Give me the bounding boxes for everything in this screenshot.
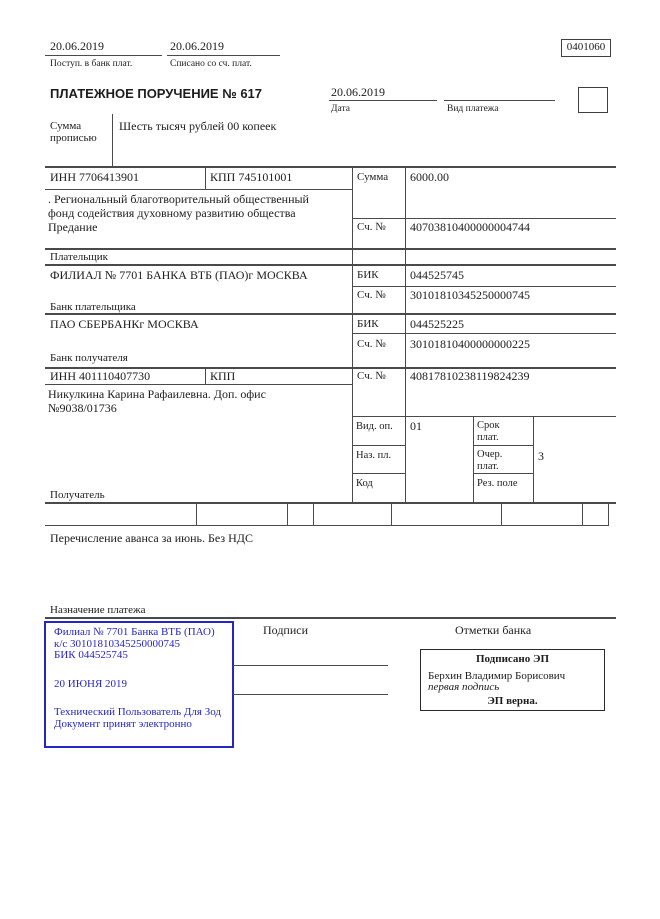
stamp-bank-name: Филиал № 7701 Банка ВТБ (ПАО) (54, 626, 215, 638)
payer-bank-account-label: Сч. № (357, 289, 386, 301)
reserve-field-label: Рез. поле (477, 478, 518, 489)
fields-row-divider-6 (582, 503, 583, 526)
received-date: 20.06.2019 (50, 39, 104, 53)
payer-bank-bik: 044525745 (410, 268, 464, 282)
beneficiary-inn-kpp-divider (205, 367, 206, 385)
fields-row-divider-5 (501, 503, 502, 526)
purpose-text: Перечисление аванса за июнь. Без НДС (50, 531, 253, 545)
signer-name: Берхин Владимир Борисович (428, 669, 566, 682)
document-title: ПЛАТЕЖНОЕ ПОРУЧЕНИЕ № 617 (50, 86, 263, 101)
purpose-section-line (45, 617, 616, 619)
received-date-label: Поступ. в банк плат. (50, 59, 133, 69)
signature-verified: ЭП верна. (487, 694, 538, 707)
minitable-row1-line-b (473, 445, 533, 446)
signed-title: Подписано ЭП (475, 653, 550, 665)
payer-cell-bottom-line (45, 248, 616, 250)
amount-words-value: Шесть тысяч рублей 00 копеек (119, 119, 277, 133)
payer-name: . Региональный благотворительный общественный фонд содействия духовному развитию общества Предание (48, 192, 309, 234)
beneficiary-kpp: КПП (210, 369, 236, 383)
payer-inn-row-line (45, 189, 352, 190)
signatures-label: Подписи (263, 623, 309, 637)
payer-bank-account: 30101810345250000745 (410, 288, 530, 302)
beneficiary-section-line (45, 502, 616, 504)
stamp-note: Документ принят электронно (54, 717, 192, 730)
beneficiary-bank-bik-line (352, 333, 616, 334)
purpose-label: Назначение платежа (50, 604, 146, 616)
payment-type-label: Вид платежа (447, 104, 499, 114)
debited-date-label: Списано со сч. плат. (170, 59, 252, 69)
date-value: 20.06.2019 (331, 85, 385, 99)
beneficiary-bank-name: ПАО СБЕРБАНКг МОСКВА (50, 317, 199, 331)
payer-bank-section-line (45, 313, 616, 315)
beneficiary-bank-account: 30101810400000000225 (410, 337, 530, 351)
fields-row-bottom-line (45, 525, 608, 526)
payer-account: 40703810400000004744 (410, 220, 530, 234)
payer-kpp: КПП 745101001 (210, 170, 293, 184)
payer-section-line (45, 264, 616, 266)
minitable-row2-line-b (473, 473, 533, 474)
minitable-row1-line-a (352, 445, 405, 446)
signature-line-1 (233, 665, 388, 666)
payer-bank-bik-line (352, 286, 616, 287)
fields-row-right-edge (608, 503, 609, 526)
signature-verification-stamp (420, 649, 605, 711)
beneficiary-name: Никулкина Карина Рафаилевна. Доп. офис №9038/01736 (48, 387, 266, 415)
fields-row-divider-2 (287, 503, 288, 526)
code-label: Код (356, 478, 373, 489)
label-column-divider (352, 166, 353, 504)
received-date-underline (45, 55, 162, 56)
beneficiary-bank-bik-label: БИК (357, 318, 379, 330)
payer-bank-name: ФИЛИАЛ № 7701 БАНКА ВТБ (ПАО)г МОСКВА (50, 268, 308, 282)
sum-row-line (352, 218, 616, 219)
table-top-line (45, 166, 616, 168)
stamp-bik: БИК 044525745 (54, 649, 128, 662)
payer-section-label: Плательщик (50, 251, 108, 263)
amount-words-divider (112, 114, 113, 168)
payer-inn-kpp-divider (205, 166, 206, 190)
stamp-date: 20 ИЮНЯ 2019 (54, 677, 128, 690)
op-type-value: 01 (410, 419, 422, 433)
priority-label: Очер. плат. (477, 449, 503, 472)
payer-bank-bik-label: БИК (357, 269, 379, 281)
fields-row-divider-1 (196, 503, 197, 526)
priority-value: 3 (538, 449, 544, 463)
payment-type-underline (444, 100, 555, 101)
minitable-row2-line-a (352, 473, 405, 474)
beneficiary-inn: ИНН 401110407730 (50, 369, 151, 383)
fields-row-divider-4 (391, 503, 392, 526)
date-underline (329, 100, 437, 101)
due-date-label: Срок плат. (477, 420, 500, 443)
payer-inn: ИНН 7706413901 (50, 170, 139, 184)
minitable-divider-2 (533, 416, 534, 504)
bank-electronic-stamp (44, 621, 234, 748)
beneficiary-account: 40817810238119824239 (410, 369, 530, 383)
amount-words-label: Сумма прописью (50, 120, 97, 144)
minitable-top-line (352, 416, 616, 417)
signature-kind: первая подпись (428, 681, 500, 693)
date-label: Дата (331, 104, 350, 114)
beneficiary-account-label: Сч. № (357, 370, 386, 382)
bank-marks-label: Отметки банка (455, 623, 532, 637)
beneficiary-bank-section-label: Банк получателя (50, 352, 128, 364)
purpose-code-label: Наз. пл. (356, 450, 392, 461)
minitable-divider-1 (473, 416, 474, 504)
beneficiary-section-label: Получатель (50, 489, 105, 501)
fields-row-divider-3 (313, 503, 314, 526)
beneficiary-inn-row-line (45, 384, 352, 385)
stamp-user: Технический Пользователь Для Зод (54, 706, 222, 719)
op-type-label: Вид. оп. (356, 421, 393, 432)
payment-type-box (578, 87, 608, 113)
sum-value: 6000.00 (410, 170, 449, 184)
signature-line-2 (233, 694, 388, 695)
stamp-corr-account: к/с 30101810345250000745 (54, 637, 181, 650)
form-code-box: 0401060 (561, 39, 611, 57)
value-column-divider (405, 166, 406, 504)
beneficiary-bank-bik: 044525225 (410, 317, 464, 331)
payer-account-label: Сч. № (357, 221, 386, 233)
sum-label: Сумма (357, 171, 389, 183)
debited-date-underline (167, 55, 280, 56)
payer-bank-section-label: Банк плательщика (50, 301, 136, 313)
debited-date: 20.06.2019 (170, 39, 224, 53)
beneficiary-bank-account-label: Сч. № (357, 338, 386, 350)
